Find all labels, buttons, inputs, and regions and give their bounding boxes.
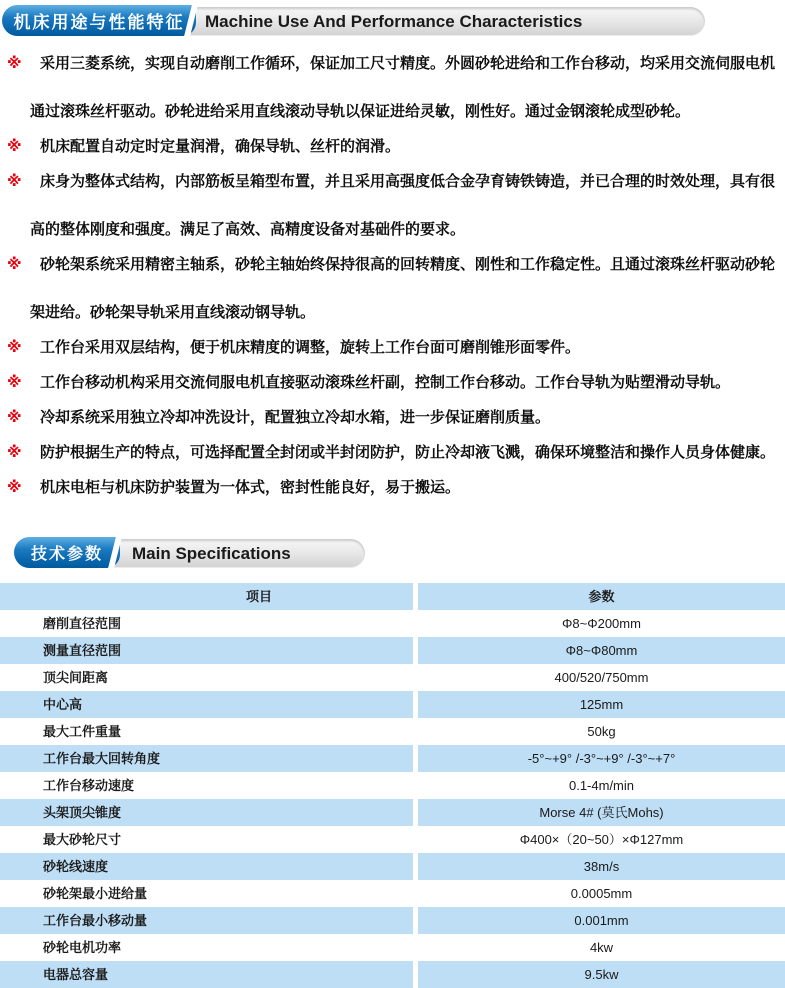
spec-value: 38m/s xyxy=(418,853,785,880)
spec-item: 最大工件重量 xyxy=(43,724,122,739)
feature-text: 防护根据生产的特点，可选择配置全封闭或半封闭防护，防止冷却液飞溅，确保环境整洁和操作人员身体健康。 xyxy=(40,444,776,461)
bullet-marker: ※ xyxy=(7,256,22,273)
spec-value: 4kw xyxy=(589,940,614,955)
spec-item: 电器总容量 xyxy=(0,961,413,988)
bullet-marker: ※ xyxy=(7,55,22,72)
column-header-value: 参数 xyxy=(418,583,785,610)
table-row xyxy=(0,907,785,934)
feature-text: 砂轮架系统采用精密主轴系，砂轮主轴始终保持很高的回转精度、刚性和工作稳定性。且通过滚珠丝杆驱动砂轮架进给。砂轮架导轨采用直线滚动钢导轨。 xyxy=(30,256,776,321)
bullet-marker: ※ xyxy=(7,479,22,496)
feature-text: 机床配置自动定时定量润滑，确保导轨、丝杆的润滑。 xyxy=(40,138,401,155)
feature-item xyxy=(0,241,785,337)
spec-value: 0.001mm xyxy=(418,907,785,934)
spec-value: Φ400×（20~50）×Φ127mm xyxy=(519,832,684,847)
feature-item xyxy=(0,464,785,512)
spec-item: 头架顶尖锥度 xyxy=(0,799,413,826)
feature-text: 冷却系统采用独立冷却冲洗设计，配置独立冷却水箱，进一步保证磨削质量。 xyxy=(40,409,551,426)
section-header-features xyxy=(0,4,785,38)
spec-item: 最大砂轮尺寸 xyxy=(43,832,122,847)
table-row xyxy=(0,934,785,961)
table-row xyxy=(0,853,785,880)
table-row xyxy=(0,772,785,799)
table-row xyxy=(0,718,785,745)
feature-text: 采用三菱系统，实现自动磨削工作循环，保证加工尺寸精度。外圆砂轮进给和工作台移动，均采用交流伺服电机通过滚珠丝杆驱动。砂轮进给采用直线滚动导轨以保证进给灵敏，刚性好。通过金钢滚轮成型砂轮。 xyxy=(30,55,776,120)
column-header-item: 项目 xyxy=(0,583,413,610)
spec-value: Morse 4# (莫氏Mohs) xyxy=(418,799,785,826)
table-row xyxy=(0,880,785,907)
table-row xyxy=(0,637,785,664)
bullet-marker: ※ xyxy=(7,444,22,461)
spec-value: Φ8~Φ200mm xyxy=(562,616,641,631)
spec-item: 顶尖间距离 xyxy=(43,670,109,685)
spec-value: -5°~+9° /-3°~+9° /-3°~+7° xyxy=(418,745,785,772)
spec-value: 0.0005mm xyxy=(570,886,633,901)
spec-item: 砂轮电机功率 xyxy=(43,940,122,955)
features-header-english-label: Machine Use And Performance Characteristics xyxy=(205,11,583,31)
table-row xyxy=(0,664,785,691)
spec-item: 中心高 xyxy=(0,691,413,718)
spec-item: 砂轮线速度 xyxy=(0,853,413,880)
bullet-marker: ※ xyxy=(7,339,22,356)
table-row xyxy=(0,799,785,826)
spec-value: 400/520/750mm xyxy=(554,670,649,685)
spec-value: 50kg xyxy=(587,724,616,739)
table-row xyxy=(0,745,785,772)
spec-item: 测量直径范围 xyxy=(0,637,413,664)
bullet-marker: ※ xyxy=(7,409,22,426)
spec-value: Φ8~Φ80mm xyxy=(418,637,785,664)
spec-item: 砂轮架最小进给量 xyxy=(43,886,148,901)
spec-item: 工作台最小移动量 xyxy=(0,907,413,934)
features-header-chinese-banner xyxy=(2,5,196,36)
feature-text: 工作台移动机构采用交流伺服电机直接驱动滚珠丝杆副，控制工作台移动。工作台导轨为贴塑滑动导轨。 xyxy=(40,374,731,391)
spec-value: 125mm xyxy=(418,691,785,718)
table-row xyxy=(0,826,785,853)
spec-value: 9.5kw xyxy=(418,961,785,988)
table-header-row xyxy=(0,583,785,610)
features-header-chinese-label: 机床用途与性能特征 xyxy=(13,13,185,32)
feature-item xyxy=(0,40,785,136)
table-row xyxy=(0,961,785,988)
spec-value: 0.1-4m/min xyxy=(568,778,635,793)
specs-header-chinese-label: 技术参数 xyxy=(30,546,103,563)
bullet-marker: ※ xyxy=(7,374,22,391)
table-row xyxy=(0,610,785,637)
spec-item: 磨削直径范围 xyxy=(43,616,122,631)
bullet-marker: ※ xyxy=(7,173,22,190)
specifications-table xyxy=(0,583,785,988)
table-row xyxy=(0,691,785,718)
feature-text: 床身为整体式结构，内部筋板呈箱型布置，并且采用高强度低合金孕育铸铁铸造，并已合理的时效处理，具有很高的整体刚度和强度。满足了高效、高精度设备对基础件的要求。 xyxy=(30,173,776,238)
bullet-marker: ※ xyxy=(7,138,22,155)
spec-item: 工作台最大回转角度 xyxy=(0,745,413,772)
specs-header-chinese-banner xyxy=(14,537,120,568)
feature-text: 工作台采用双层结构，便于机床精度的调整，旋转上工作台面可磨削锥形面零件。 xyxy=(40,339,581,356)
specs-header-english-label: Main Specifications xyxy=(132,543,291,563)
section-header-specs xyxy=(0,536,785,570)
spec-item: 工作台移动速度 xyxy=(43,778,135,793)
features-list xyxy=(0,40,785,512)
feature-text: 机床电柜与机床防护装置为一体式，密封性能良好，易于搬运。 xyxy=(40,479,461,496)
feature-item xyxy=(0,158,785,254)
